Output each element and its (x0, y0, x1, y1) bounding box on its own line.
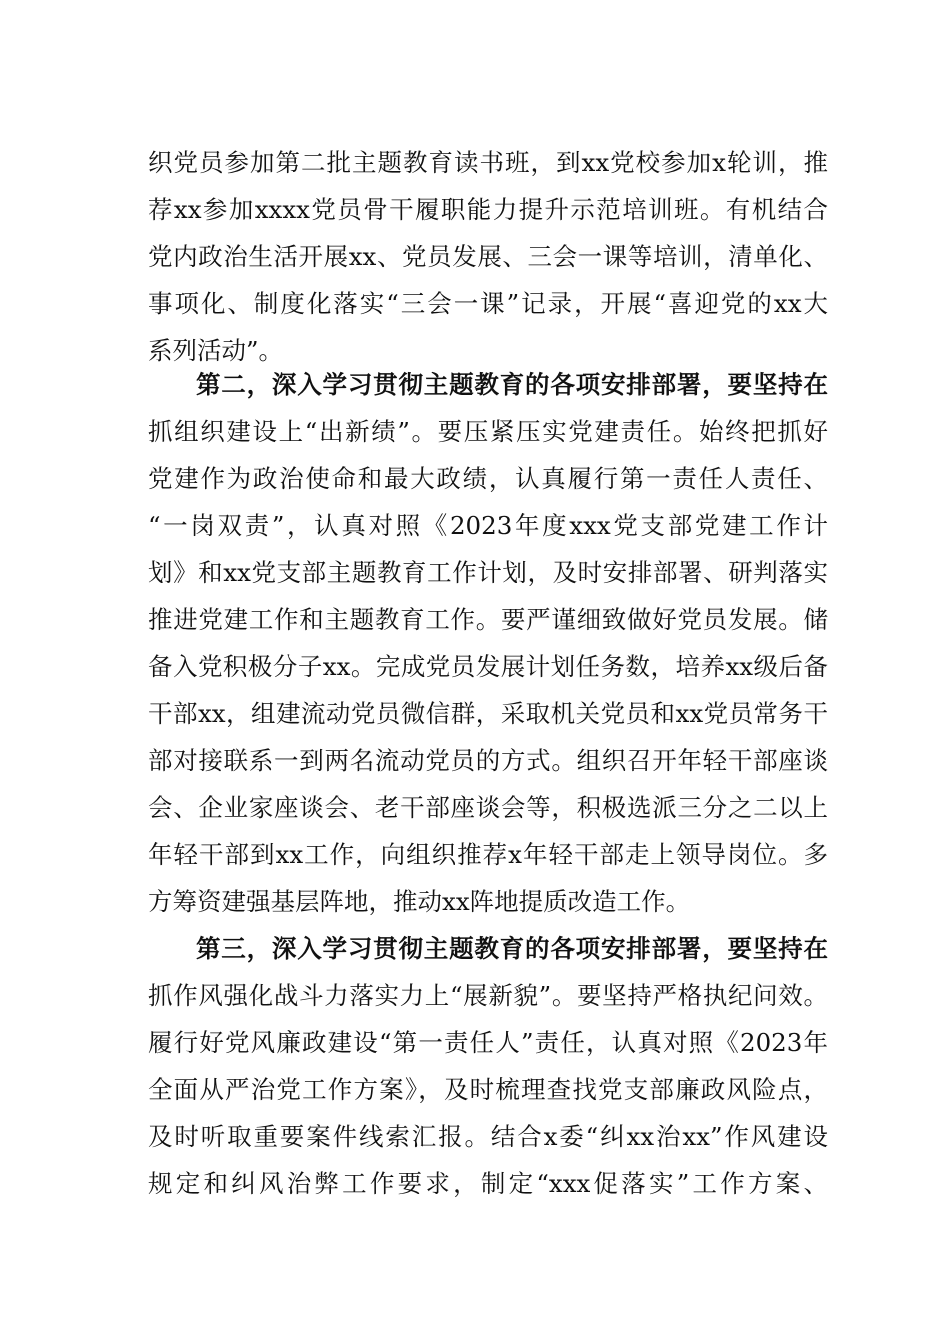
paragraph-heading-line: 第三，深入学习贯彻主题教育的各项安排部署，要坚持在 (196, 934, 828, 963)
text-line: “一岗双责”，认真对照《2023年度xxx党支部党建工作计 (148, 511, 828, 540)
text-line: 抓作风强化战斗力落实力上“展新貌”。要坚持严格执纪问效。 (148, 981, 828, 1010)
text-line: 推进党建工作和主题教育工作。要严谨细致做好党员发展。储 (148, 605, 828, 634)
text-line: 党内政治生活开展xx、党员发展、三会一课等培训，清单化、 (148, 242, 828, 271)
text-line: 备入党积极分子xx。完成党员发展计划任务数，培养xx级后备 (148, 652, 828, 681)
text-line: 及时听取重要案件线索汇报。结合x委“纠xx治xx”作风建设 (148, 1122, 828, 1151)
text-line: 事项化、制度化落实“三会一课”记录，开展“喜迎党的xx大 (148, 289, 828, 318)
text-line: 党建作为政治使命和最大政绩，认真履行第一责任人责任、 (148, 464, 828, 493)
text-line: 全面从严治党工作方案》，及时梳理查找党支部廉政风险点， (148, 1075, 828, 1104)
text-line: 系列活动”。 (148, 336, 284, 365)
text-line: 年轻干部到xx工作，向组织推荐x年轻干部走上领导岗位。多 (148, 840, 828, 869)
text-line: 抓组织建设上“出新绩”。要压紧压实党建责任。始终把抓好 (148, 417, 828, 446)
text-line: 方筹资建强基层阵地，推动xx阵地提质改造工作。 (148, 887, 691, 916)
text-line: 会、企业家座谈会、老干部座谈会等，积极选派三分之二以上 (148, 793, 828, 822)
text-line: 部对接联系一到两名流动党员的方式。组织召开年轻干部座谈 (148, 746, 828, 775)
paragraph-heading-line: 第二，深入学习贯彻主题教育的各项安排部署，要坚持在 (196, 370, 828, 399)
text-line: 履行好党风廉政建设“第一责任人”责任，认真对照《2023年 (148, 1028, 828, 1057)
text-line: 划》和xx党支部主题教育工作计划，及时安排部署、研判落实 (148, 558, 828, 587)
text-line: 织党员参加第二批主题教育读书班，到xx党校参加x轮训，推 (148, 148, 828, 177)
text-line: 干部xx，组建流动党员微信群，采取机关党员和xx党员常务干 (148, 699, 828, 728)
text-line: 规定和纠风治弊工作要求，制定“xxx促落实”工作方案、 (148, 1169, 828, 1198)
text-line: 荐xx参加xxxx党员骨干履职能力提升示范培训班。有机结合 (148, 195, 828, 224)
